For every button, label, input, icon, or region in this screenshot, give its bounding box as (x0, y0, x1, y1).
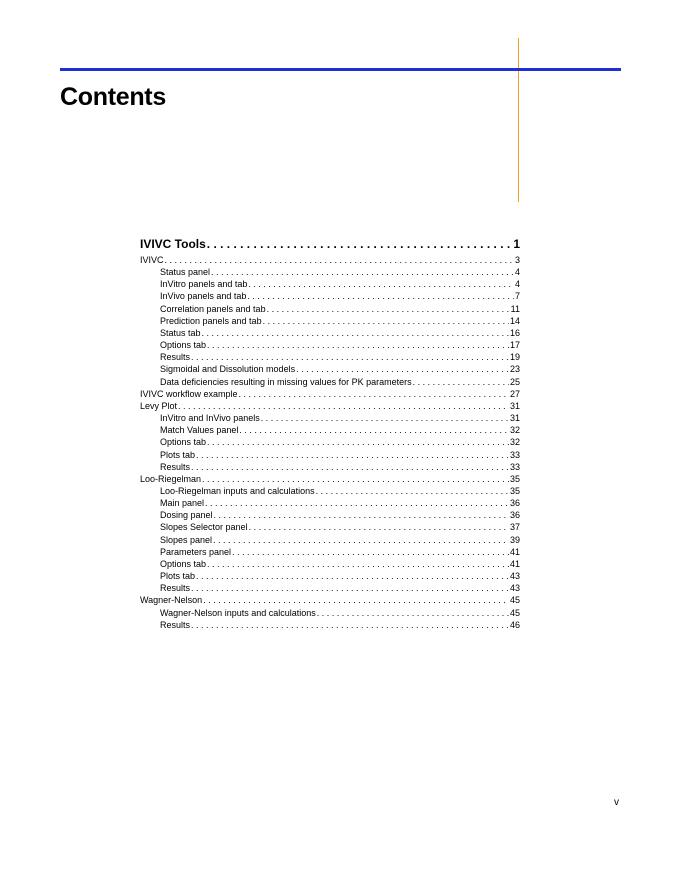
toc-entry-page: 46 (509, 619, 520, 630)
toc-entry-page: 36 (509, 498, 520, 509)
toc-entry-label: Options tab (160, 437, 207, 448)
page-number: v (614, 797, 619, 808)
toc-entry-page: 45 (509, 595, 520, 606)
page-title: Contents (60, 83, 166, 111)
toc-entry-label: Slopes panel (160, 534, 213, 545)
toc-entry-label: Results (160, 461, 191, 472)
toc-dot-leader (296, 363, 509, 375)
toc-entry-page: 41 (509, 558, 520, 569)
toc-entry-label: InVitro and InVivo panels (160, 413, 260, 424)
toc-dot-leader (207, 436, 509, 448)
toc-subsection-entry[interactable] (140, 303, 520, 315)
toc-entry-label: Results (160, 352, 191, 363)
toc-subsection-entry[interactable] (140, 327, 520, 339)
toc-dot-leader (249, 521, 509, 533)
toc-entry-page: 33 (509, 449, 520, 460)
toc-entry-page: 39 (509, 534, 520, 545)
toc-entry-page: 41 (509, 546, 520, 557)
toc-entry-page: 19 (509, 352, 520, 363)
toc-entry-label: IVIVC (140, 255, 164, 265)
toc-entry-page: 43 (509, 571, 520, 582)
toc-entry-page: 43 (509, 583, 520, 594)
toc-dot-leader (232, 546, 509, 558)
toc-subsection-entry[interactable] (140, 315, 520, 327)
toc-entry-page: 32 (509, 437, 520, 448)
toc-dot-leader (239, 424, 509, 436)
toc-chapter-entry[interactable] (140, 236, 520, 253)
toc-entry-label: Levy Plot (140, 400, 178, 411)
toc-entry-label: Prediction panels and tab (160, 315, 262, 326)
toc-entry-label: IVIVC Tools (140, 237, 206, 251)
toc-entry-page: 27 (509, 388, 520, 399)
toc-entry-page: 36 (509, 510, 520, 521)
toc-subsection-entry[interactable] (140, 351, 520, 363)
toc-entry-page: 32 (509, 425, 520, 436)
toc-entry-page: 31 (509, 413, 520, 424)
toc-entry-label: Status tab (160, 327, 201, 338)
toc-dot-leader (203, 594, 509, 606)
toc-subsection-entry[interactable] (140, 412, 520, 424)
toc-dot-leader (317, 607, 509, 619)
toc-entry-page: 4 (514, 279, 520, 290)
toc-dot-leader (191, 582, 509, 594)
toc-entry-page: 3 (514, 255, 520, 265)
toc-entry-label: IVIVC workflow example (140, 388, 238, 399)
toc-subsection-entry[interactable] (140, 376, 520, 388)
toc-dot-leader (191, 461, 509, 473)
toc-dot-leader (214, 509, 509, 521)
toc-entry-label: Parameters panel (160, 546, 232, 557)
toc-entry-page: 37 (509, 522, 520, 533)
toc-entry-label: Loo-Riegelman (140, 473, 202, 484)
toc-subsection-entry[interactable] (140, 607, 520, 619)
toc-dot-leader (413, 376, 509, 388)
toc-dot-leader (248, 278, 514, 290)
toc-subsection-entry[interactable] (140, 290, 520, 302)
toc-dot-leader (316, 485, 509, 497)
toc-entry-page: 35 (509, 485, 520, 496)
toc-subsection-entry[interactable] (140, 363, 520, 375)
toc-entry-label: Dosing panel (160, 510, 213, 521)
toc-entry-page: 45 (509, 607, 520, 618)
toc-dot-leader (202, 473, 509, 485)
toc-dot-leader (202, 327, 509, 339)
toc-entry-page: 25 (509, 376, 520, 387)
toc-entry-page: 33 (509, 461, 520, 472)
toc-entry-label: Correlation panels and tab (160, 303, 266, 314)
toc-entry-label: Status panel (160, 267, 211, 278)
toc-subsection-entry[interactable] (140, 436, 520, 448)
toc-entry-page: 4 (514, 267, 520, 278)
toc-entry-label: Options tab (160, 340, 207, 351)
vertical-accent-rule (518, 38, 519, 202)
toc-dot-leader (196, 570, 509, 582)
toc-entry-label: Slopes Selector panel (160, 522, 248, 533)
toc-entry-page: 1 (513, 237, 520, 251)
header-rule (60, 68, 621, 71)
toc-entry-label: Plots tab (160, 571, 196, 582)
toc-entry-page: 23 (509, 364, 520, 375)
toc-dot-leader (267, 303, 510, 315)
toc-subsection-entry[interactable] (140, 521, 520, 533)
toc-subsection-entry[interactable] (140, 534, 520, 546)
toc-entry-label: Results (160, 583, 191, 594)
toc-entry-label: Data deficiencies resulting in missing values for PK parameters (160, 376, 412, 387)
toc-entry-label: Main panel (160, 498, 205, 509)
toc-dot-leader (207, 236, 513, 253)
toc-entry-label: Sigmoidal and Dissolution models (160, 364, 296, 375)
table-of-contents (140, 236, 520, 631)
toc-dot-leader (239, 388, 509, 400)
toc-entry-page: 35 (509, 473, 520, 484)
toc-subsection-entry[interactable] (140, 497, 520, 509)
toc-subsection-entry[interactable] (140, 266, 520, 278)
toc-subsection-entry[interactable] (140, 449, 520, 461)
toc-subsection-entry[interactable] (140, 485, 520, 497)
toc-entry-label: Options tab (160, 558, 207, 569)
toc-dot-leader (261, 412, 509, 424)
toc-entry-page: 7 (514, 291, 520, 302)
toc-dot-leader (196, 449, 509, 461)
toc-entry-label: Plots tab (160, 449, 196, 460)
toc-section-entry[interactable] (140, 388, 520, 400)
toc-section-entry[interactable] (140, 400, 520, 412)
toc-dot-leader (263, 315, 509, 327)
toc-subsection-entry[interactable] (140, 546, 520, 558)
toc-entry-label: Wagner-Nelson (140, 595, 203, 606)
toc-subsection-entry[interactable] (140, 339, 520, 351)
toc-section-entry[interactable] (140, 254, 520, 266)
toc-subsection-entry[interactable] (140, 424, 520, 436)
toc-entry-page: 14 (509, 315, 520, 326)
toc-subsection-entry[interactable] (140, 558, 520, 570)
toc-entry-page: 11 (510, 303, 520, 314)
toc-entry-page: 31 (509, 400, 520, 411)
toc-entry-label: Results (160, 619, 191, 630)
toc-dot-leader (191, 619, 509, 631)
toc-section-entry[interactable] (140, 473, 520, 485)
toc-subsection-entry[interactable] (140, 461, 520, 473)
toc-entry-label: InVivo panels and tab (160, 291, 247, 302)
toc-dot-leader (165, 254, 514, 266)
toc-section-entry[interactable] (140, 594, 520, 606)
toc-dot-leader (207, 558, 509, 570)
toc-entry-label: Wagner-Nelson inputs and calculations (160, 607, 316, 618)
toc-subsection-entry[interactable] (140, 570, 520, 582)
toc-subsection-entry[interactable] (140, 619, 520, 631)
toc-subsection-entry[interactable] (140, 509, 520, 521)
toc-dot-leader (213, 534, 509, 546)
toc-entry-label: InVitro panels and tab (160, 279, 248, 290)
toc-dot-leader (211, 266, 514, 278)
toc-subsection-entry[interactable] (140, 582, 520, 594)
toc-subsection-entry[interactable] (140, 278, 520, 290)
toc-dot-leader (178, 400, 509, 412)
toc-entry-page: 16 (509, 327, 520, 338)
toc-dot-leader (247, 290, 514, 302)
toc-entry-label: Loo-Riegelman inputs and calculations (160, 485, 315, 496)
toc-entry-label: Match Values panel (160, 425, 239, 436)
toc-dot-leader (191, 351, 509, 363)
toc-entry-page: 17 (509, 340, 520, 351)
toc-dot-leader (207, 339, 509, 351)
toc-dot-leader (205, 497, 509, 509)
